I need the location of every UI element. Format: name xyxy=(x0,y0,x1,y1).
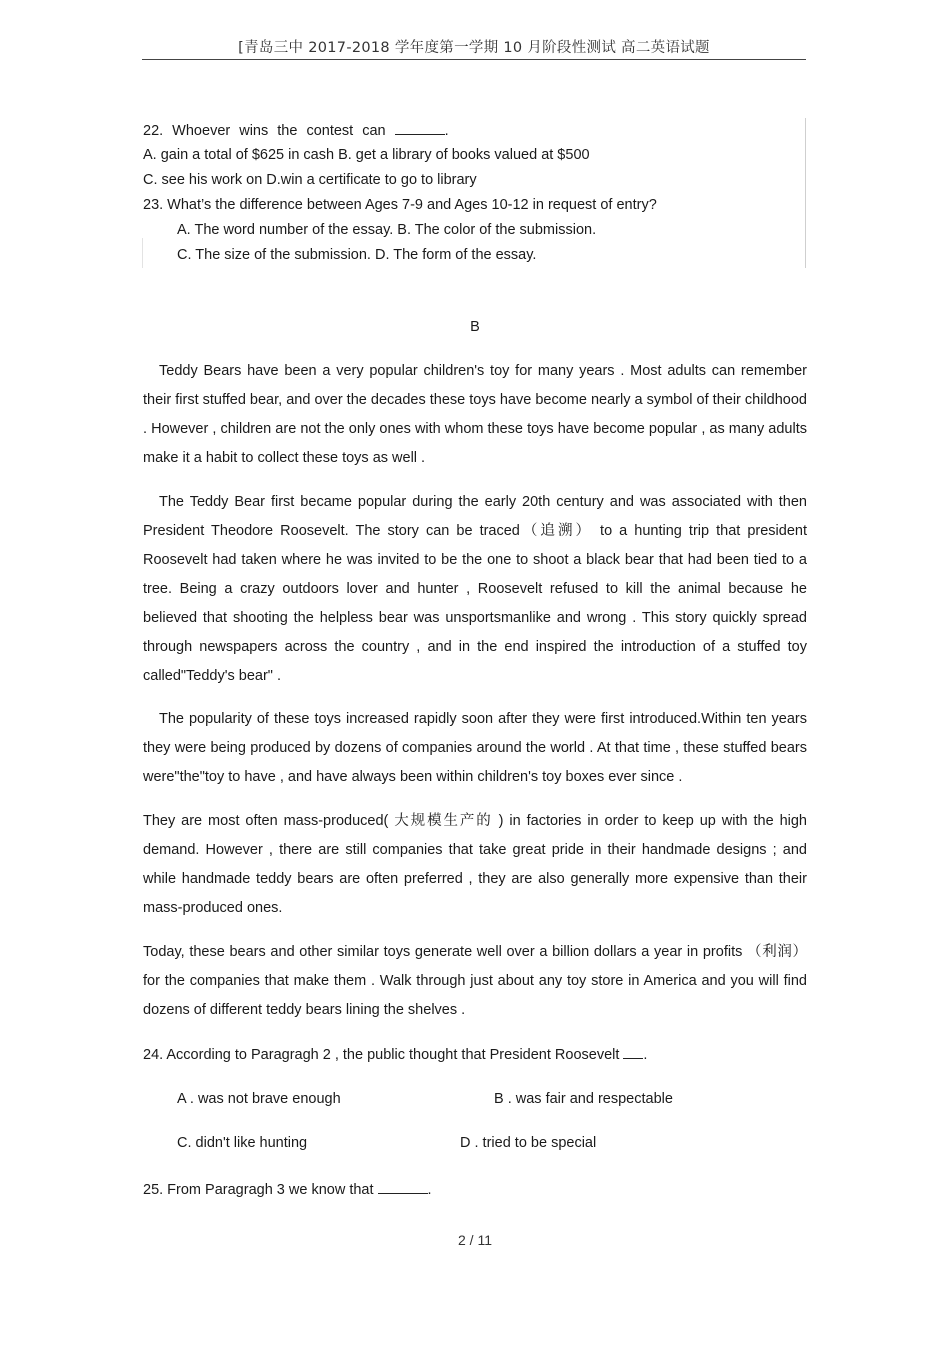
block-border-left xyxy=(142,238,143,268)
q24-stem-text: 24. According to Paragragh 2 , the public thought that President Roosevelt xyxy=(143,1047,620,1063)
passage-paragraph-2: The Teddy Bear first became popular during the early 20th century and was associated with then President Theodore Roosevelt. The story can be traced（追溯） to a hunting trip that president Roosevelt had taken where he was invited to be the one to shoot a black bear that had been tied to a tree. Being a crazy outdoors lover and hunter , Roosevelt refused to kill the animal because he believed that shooting the helpless bear was unsportsmanlike and wrong . This story quickly spread through newspapers across the country , and in the end inspired the introduction of a stuffed toy called"Teddy's bear" . xyxy=(143,494,807,684)
passage-paragraph-5: Today, these bears and other similar toys generate well over a billion dollars a year in profits （利润） for the companies that make them . Walk through just about any toy store in America and you will find dozens of different teddy bears lining the shelves . xyxy=(143,944,807,1018)
q22-answer-blank xyxy=(395,122,445,135)
q24-option-b: B . was fair and respectable xyxy=(494,1091,673,1107)
q24-option-a: A . was not brave enough xyxy=(177,1091,341,1107)
q23-options-row1: A. The word number of the essay. B. The color of the submission. xyxy=(177,222,597,238)
q24-option-d: D . tried to be special xyxy=(460,1135,597,1151)
q22-options-row2: C. see his work on D.win a certificate to go to library xyxy=(143,172,477,188)
q24-stem xyxy=(143,1046,647,1063)
q24-answer-blank xyxy=(623,1046,643,1059)
q24-option-c: C. didn't like hunting xyxy=(177,1135,308,1151)
header-divider xyxy=(142,59,806,60)
block-border-right xyxy=(805,118,806,268)
q24-stem-end: . xyxy=(643,1047,648,1063)
passage-paragraph-3: The popularity of these toys increased rapidly soon after they were first introduced.Within ten years they were being produced by dozens of companies around the world . At that time , these stuffed bears were"the"toy to have , and have always been within children's toy boxes ever since . xyxy=(143,711,807,785)
questions-22-23-block xyxy=(142,118,806,268)
q22-stem-end: . xyxy=(444,123,449,139)
passage-paragraph-4: They are most often mass-produced( 大规模生产的 ) in factories in order to keep up with the high demand. However , there are still companies that take great pride in their handmade designs ; and while handmade teddy bears are often preferred , they are also generally more expensive than their mass-produced ones. xyxy=(143,813,807,916)
passage-paragraph-1: Teddy Bears have been a very popular children's toy for many years . Most adults can remember their first stuffed bear, and over the decades these toys have become nearly a symbol of their childhood . However , children are not the only ones with whom these toys have become popular , as many adults make it a habit to collect these toys as well . xyxy=(143,363,807,466)
q25-stem-text: 25. From Paragragh 3 we know that xyxy=(143,1182,374,1198)
q25-answer-blank xyxy=(378,1181,428,1194)
q25-stem xyxy=(143,1181,432,1198)
q25-stem-end: . xyxy=(427,1182,432,1198)
q22-stem xyxy=(143,122,449,139)
q22-stem-text: 22. Whoever wins the contest can xyxy=(143,123,386,139)
passage-label: B xyxy=(470,319,480,335)
q23-options-row2: C. The size of the submission. D. The form of the essay. xyxy=(177,247,537,263)
q23-stem: 23. What’s the difference between Ages 7-9 and Ages 10-12 in request of entry? xyxy=(143,197,657,213)
page-header: [青岛三中 2017-2018 学年度第一学期 10 月阶段性测试 高二英语试题 xyxy=(238,40,710,56)
page-number: 2 / 11 xyxy=(458,1232,492,1248)
q22-options-row1: A. gain a total of $625 in cash B. get a library of books valued at $500 xyxy=(143,147,590,163)
